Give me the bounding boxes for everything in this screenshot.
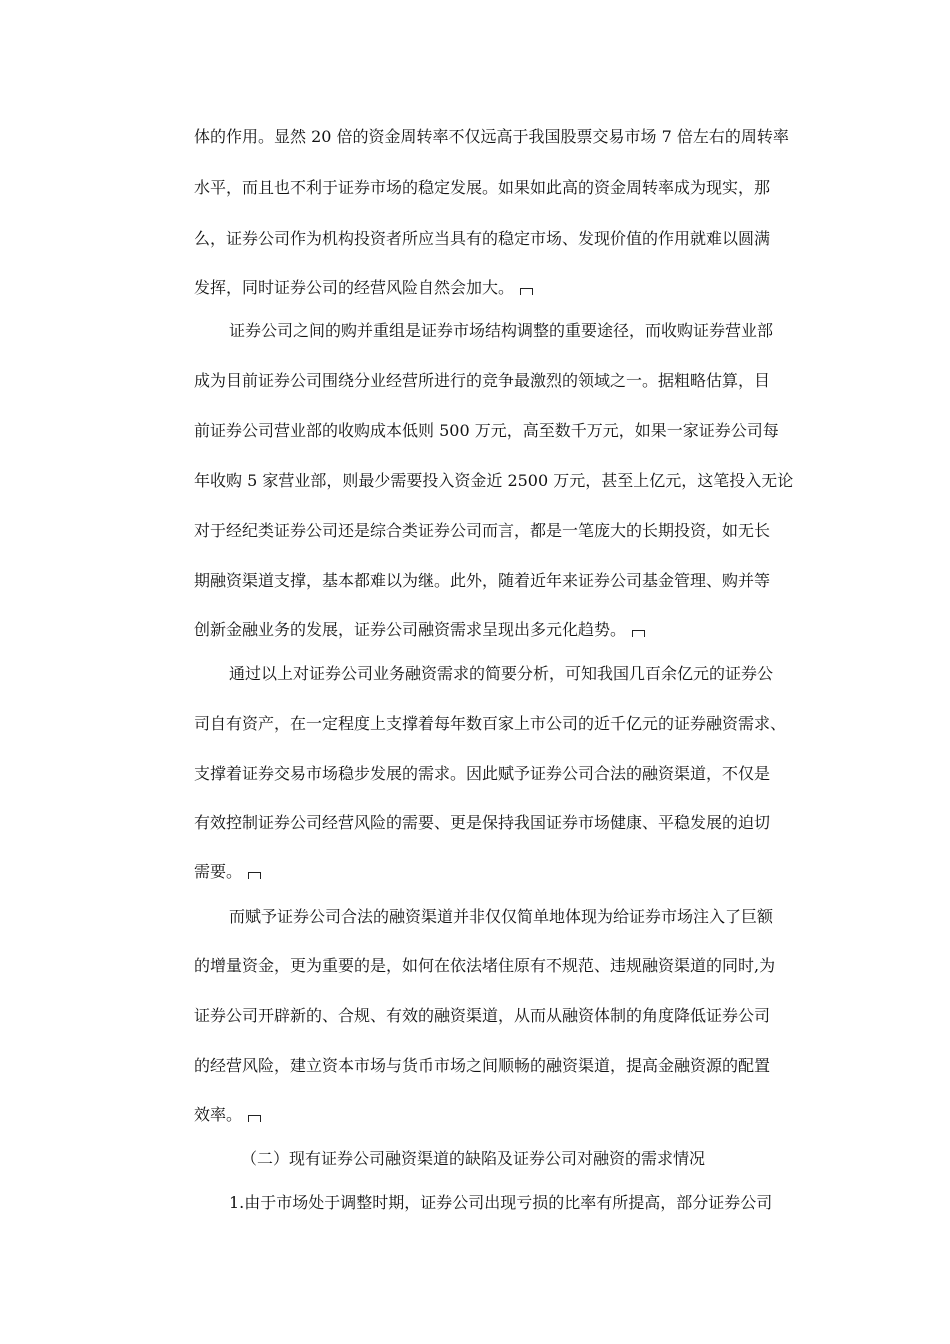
text-line-6 — [194, 371, 770, 391]
text-line-19-content: 证券公司开辟新的、合规、有效的融资渠道，从而从融资体制的角度降低证券公司 — [194, 1006, 771, 1025]
text-line-9 — [194, 521, 770, 541]
text-line-11-content: 创新金融业务的发展，证券公司融资需求呈现出多元化趋势。 — [194, 620, 627, 639]
text-line-23-content: 1.由于市场处于调整时期，证券公司出现亏损的比率有所提高，部分证券公司 — [229, 1193, 773, 1212]
section-heading-content: （二）现有证券公司融资渠道的缺陷及证券公司对融资的需求情况 — [241, 1149, 706, 1168]
text-line-4-content: 发挥，同时证券公司的经营风险自然会加大。 — [194, 278, 515, 297]
text-line-17 — [229, 907, 773, 927]
text-line-18 — [194, 956, 775, 976]
text-line-14-content: 支撑着证券交易市场稳步发展的需求。因此赋予证券公司合法的融资渠道，不仅是 — [194, 764, 771, 783]
text-line-15 — [194, 813, 770, 833]
text-line-10-content: 期融资渠道支撑，基本都难以为继。此外，随着近年来证券公司基金管理、购并等 — [194, 571, 771, 590]
text-line-7 — [194, 421, 779, 441]
paragraph-mark-icon — [632, 630, 645, 637]
text-line-16 — [194, 862, 261, 882]
text-line-2 — [194, 178, 770, 198]
text-line-8 — [194, 471, 793, 491]
text-line-17-content: 而赋予证券公司合法的融资渠道并非仅仅简单地体现为给证券市场注入了巨额 — [229, 907, 774, 926]
text-line-13 — [194, 714, 786, 734]
text-line-10 — [194, 571, 770, 591]
text-line-9-content: 对于经纪类证券公司还是综合类证券公司而言，都是一笔庞大的长期投资，如无长 — [194, 521, 771, 540]
text-line-15-content: 有效控制证券公司经营风险的需要、更是保持我国证券市场健康、平稳发展的迫切 — [194, 813, 771, 832]
text-line-6-content: 成为目前证券公司围绕分业经营所进行的竞争最激烈的领域之一。据粗略估算，目 — [194, 371, 771, 390]
text-line-5-content: 证券公司之间的购并重组是证券市场结构调整的重要途径，而收购证券营业部 — [229, 321, 774, 340]
text-line-18-content: 的增量资金，更为重要的是，如何在依法堵住原有不规范、违规融资渠道的同时,为 — [194, 956, 776, 975]
paragraph-mark-icon — [248, 872, 261, 879]
section-heading — [241, 1149, 705, 1169]
text-line-20-content: 的经营风险，建立资本市场与货币市场之间顺畅的融资渠道，提高金融资源的配置 — [194, 1056, 771, 1075]
text-line-13-content: 司自有资产，在一定程度上支撑着每年数百家上市公司的近千亿元的证券融资需求、 — [194, 714, 787, 733]
text-line-4 — [194, 278, 533, 298]
text-line-2-content: 水平，而且也不利于证券市场的稳定发展。如果如此高的资金周转率成为现实，那 — [194, 178, 771, 197]
text-line-5 — [229, 321, 773, 341]
text-line-8-content: 年收购 5 家营业部，则最少需要投入资金近 2500 万元，甚至上亿元，这笔投入无论 — [194, 471, 794, 490]
text-line-3-content: 么，证券公司作为机构投资者所应当具有的稳定市场、发现价值的作用就难以圆满 — [194, 229, 771, 248]
text-line-12-content: 通过以上对证券公司业务融资需求的简要分析，可知我国几百余亿元的证券公 — [229, 664, 774, 683]
text-line-21 — [194, 1105, 261, 1125]
text-line-21-content: 效率。 — [194, 1105, 243, 1124]
text-line-3 — [194, 229, 770, 249]
text-line-19 — [194, 1006, 770, 1026]
paragraph-mark-icon — [248, 1115, 261, 1122]
paragraph-mark-icon — [520, 288, 533, 295]
text-line-7-content: 前证券公司营业部的收购成本低则 500 万元，高至数千万元，如果一家证券公司每 — [194, 421, 779, 440]
text-line-11 — [194, 620, 645, 640]
text-line-12 — [229, 664, 773, 684]
text-line-14 — [194, 764, 770, 784]
text-line-1-content: 体的作用。显然 20 倍的资金周转率不仅远高于我国股票交易市场 7 倍左右的周转率 — [194, 127, 789, 146]
text-line-23 — [229, 1193, 772, 1213]
text-line-1 — [194, 127, 789, 147]
text-line-20 — [194, 1056, 770, 1076]
text-line-16-content: 需要。 — [194, 862, 243, 881]
